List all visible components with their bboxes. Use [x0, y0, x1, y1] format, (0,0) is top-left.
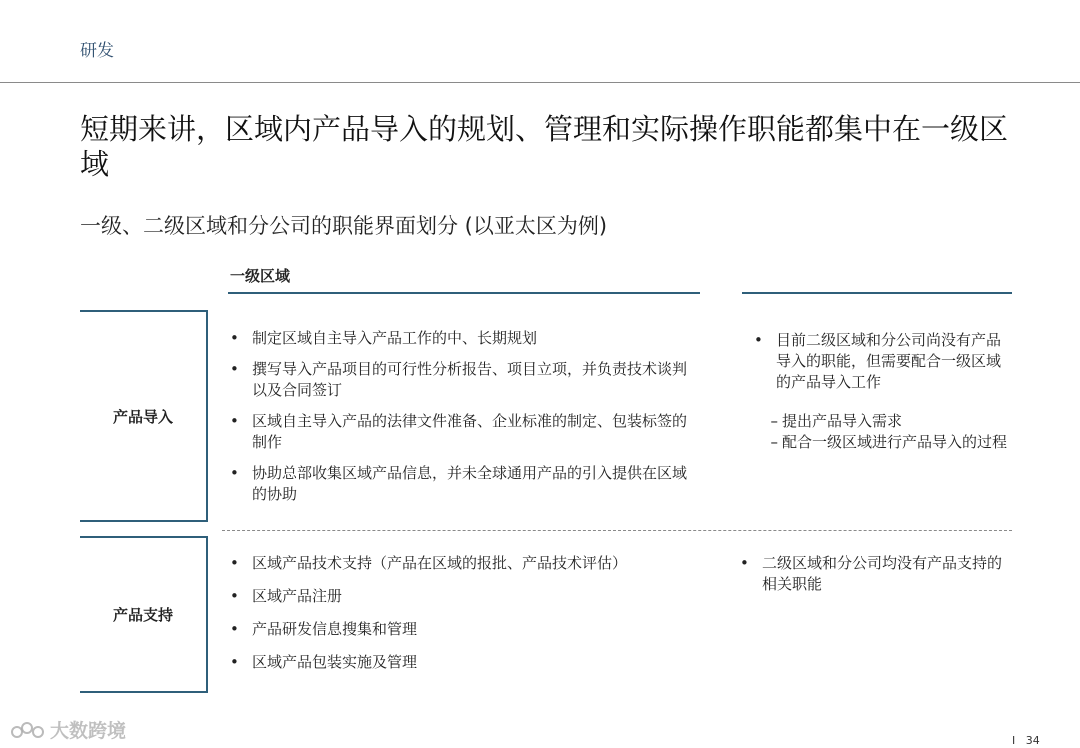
- row-label-product-support: 产品支持: [80, 536, 208, 693]
- column-rule-tier2: [742, 292, 1012, 294]
- product-import-tier2-block: [752, 330, 1010, 453]
- product-import-tier1-list: [228, 328, 700, 515]
- list-item: • 区域产品注册: [228, 586, 700, 607]
- page-title: 短期来讲，区域内产品导入的规划、管理和实际操作职能都集中在一级区域: [80, 112, 1009, 181]
- product-support-tier2-list: [738, 553, 1010, 595]
- list-item: • 协助总部收集区域产品信息，并未全球通用产品的引入提供在区域的协助: [228, 463, 700, 505]
- watermark-logo-icon: [10, 720, 46, 740]
- list-item: • 区域产品技术支持（产品在区域的报批、产品技术评估）: [228, 553, 700, 574]
- row-label-product-import: 产品导入: [80, 310, 208, 522]
- sub-list-item: – 提出产品导入需求: [752, 411, 1010, 432]
- sub-list-item: – 配合一级区域进行产品导入的过程: [752, 432, 1010, 453]
- page-subtitle: 一级、二级区域和分公司的职能界面划分 (以亚太区为例): [80, 214, 608, 238]
- list-item: • 区域产品包装实施及管理: [228, 652, 700, 673]
- list-item: • 制定区域自主导入产品工作的中、长期规划: [228, 328, 700, 349]
- page-marker: I: [1012, 734, 1016, 747]
- list-item: • 二级区域和分公司均没有产品支持的相关职能: [738, 553, 1010, 595]
- page-number: [1012, 734, 1040, 747]
- column-header-tier1: 一级区域: [230, 267, 291, 285]
- list-item: • 撰写导入产品项目的可行性分析报告、项目立项，并负责技术谈判以及合同签订: [228, 359, 700, 401]
- section-label: 研发: [80, 41, 114, 61]
- header-divider: [0, 82, 1080, 83]
- column-rule-tier1: [228, 292, 700, 294]
- watermark: [10, 716, 126, 743]
- watermark-text: 大数跨境: [50, 720, 127, 742]
- product-import-tier2-sublist: [752, 411, 1010, 453]
- page-number-value: 34: [1025, 734, 1040, 747]
- row-divider: [222, 530, 1012, 531]
- list-item: • 目前二级区域和分公司尚没有产品导入的职能，但需要配合一级区域的产品导入工作: [752, 330, 1010, 393]
- list-item: • 产品研发信息搜集和管理: [228, 619, 700, 640]
- product-support-tier1-list: [228, 553, 700, 685]
- list-item: • 区域自主导入产品的法律文件准备、企业标准的制定、包装标签的制作: [228, 411, 700, 453]
